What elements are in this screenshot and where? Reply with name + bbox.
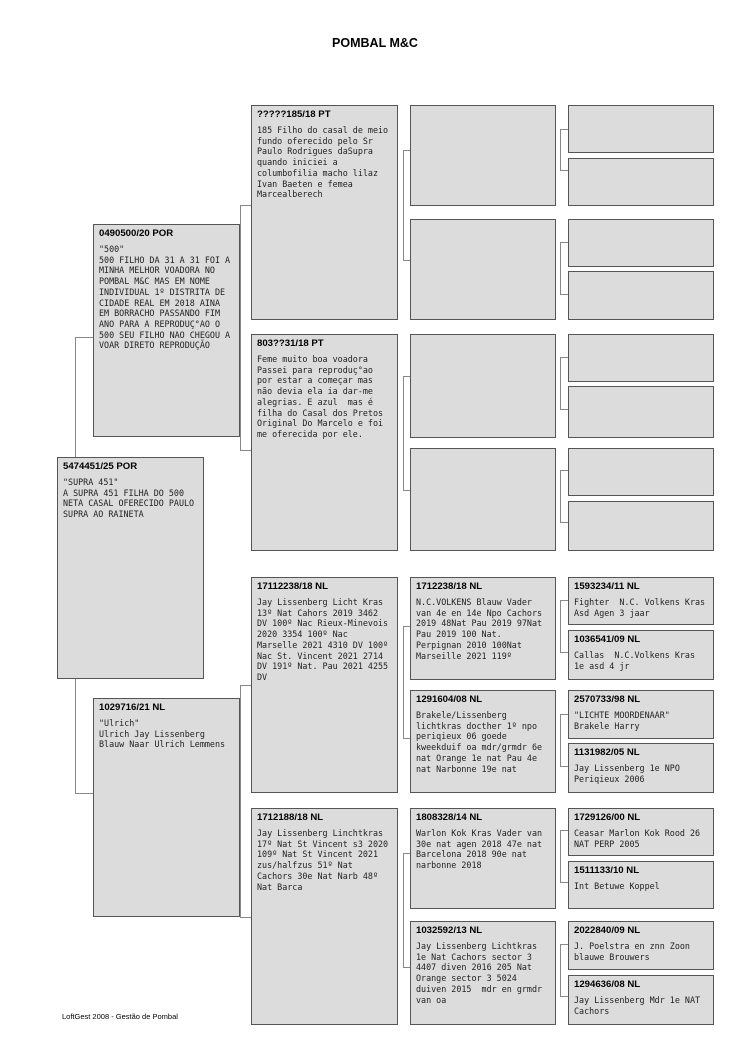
ancestor-card-empty[interactable] xyxy=(568,334,714,382)
ancestor-card-empty[interactable] xyxy=(410,448,556,551)
pigeon-notes: Jay Lissenberg Mdr 1e NAT Cachors xyxy=(574,995,706,1016)
ring-number: 1712238/18 NL xyxy=(416,581,483,592)
ring-number: 1029716/21 NL xyxy=(99,702,166,713)
ring-number: 1032592/13 NL xyxy=(416,925,483,936)
connector-line xyxy=(560,409,568,410)
connector-line xyxy=(560,242,568,243)
ring-number: 1511133/10 NL xyxy=(574,865,640,876)
connector-line xyxy=(560,470,568,471)
pigeon-notes: J. Poelstra en znn Zoon blauwe Brouwers xyxy=(574,941,696,962)
ancestor-card[interactable] xyxy=(568,921,714,970)
connector-line xyxy=(75,337,93,338)
ancestor-card-empty[interactable] xyxy=(568,158,714,206)
connector-line xyxy=(560,357,568,358)
pigeon-notes: "500" 500 FILHO DA 31 A 31 FOI A MINHA MELHOR VOADORA NO POMBAL M&C MAS EM NOME INDIVIDUAL 1º DISTRITA DE CIDADE REAL EM 2018 AINA EM BORRACHO PASSANDO FIM ANO PARA A REPRODUÇ°AO O 500 SEU FILHO NAO CHEGOU A VOAR DIRETO REPRODUÇÃO xyxy=(99,244,231,351)
connector-line xyxy=(560,170,568,171)
connector-line xyxy=(560,600,568,601)
connector-line xyxy=(403,150,404,260)
ancestor-card[interactable] xyxy=(410,577,556,680)
connector-line xyxy=(560,129,568,130)
ring-number: 1036541/09 NL xyxy=(574,634,641,645)
ancestor-card-empty[interactable] xyxy=(568,105,714,153)
pigeon-notes: "Ulrich" Ulrich Jay Lissenberg Blauw Naar Ulrich Lemmens xyxy=(99,718,226,750)
ancestor-card[interactable] xyxy=(568,690,714,739)
connector-line xyxy=(560,882,568,883)
pigeon-notes: "SUPRA 451" A SUPRA 451 FILHA DO 500 NETA CASAL OFERECIDO PAULO SUPRA AO RAINETA xyxy=(63,477,195,520)
dam-sire-card[interactable] xyxy=(251,577,398,793)
ancestor-card-empty[interactable] xyxy=(410,219,556,320)
ring-number: 1808328/14 NL xyxy=(416,812,483,823)
connector-line xyxy=(560,652,568,653)
ring-number: 1593234/11 NL xyxy=(574,581,640,592)
ancestor-card[interactable] xyxy=(410,921,556,1025)
pigeon-notes: Ceasar Marlon Kok Rood 26 NAT PERP 2005 xyxy=(574,828,706,849)
connector-line xyxy=(240,205,251,206)
connector-line xyxy=(560,830,561,882)
ring-number: 1291604/08 NL xyxy=(416,694,483,705)
footer-credit: LoftGest 2008 - Gestão de Pombal xyxy=(62,1012,178,1021)
ring-number: 1131982/05 NL xyxy=(574,747,640,758)
sire-sire-card[interactable] xyxy=(251,105,398,320)
connector-line xyxy=(560,294,568,295)
ancestor-card-empty[interactable] xyxy=(568,219,714,267)
ring-number: 2022840/09 NL xyxy=(574,925,641,936)
connector-line xyxy=(240,917,251,918)
connector-line xyxy=(560,129,561,170)
connector-line xyxy=(403,853,404,967)
connector-line xyxy=(403,626,404,738)
subject-pigeon-card[interactable] xyxy=(57,457,204,679)
page-title: POMBAL M&C xyxy=(332,36,418,50)
connector-line xyxy=(240,685,251,686)
connector-line xyxy=(560,766,568,767)
ancestor-card-empty[interactable] xyxy=(568,501,714,551)
connector-line xyxy=(560,996,568,997)
pigeon-notes: Brakele/Lissenberg lichtkras docther 1º npo periqieux 06 goede kweekduif oa mdr/grmdr 6e nat Orange 1e nat Pau 4e nat Narbonne 19e nat xyxy=(416,710,548,774)
ancestor-card-empty[interactable] xyxy=(410,105,556,206)
ancestor-card[interactable] xyxy=(568,975,714,1025)
ancestor-card[interactable] xyxy=(410,808,556,909)
connector-line xyxy=(403,150,410,151)
connector-line xyxy=(560,830,568,831)
ring-number: 1294636/08 NL xyxy=(574,979,641,990)
connector-line xyxy=(240,685,241,917)
connector-line xyxy=(403,376,410,377)
ring-number: 803??31/18 PT xyxy=(257,338,324,349)
connector-line xyxy=(560,242,561,294)
ring-number: 1712188/18 NL xyxy=(257,812,324,823)
ring-number: 1729126/00 NL xyxy=(574,812,641,823)
ancestor-card[interactable] xyxy=(568,577,714,625)
connector-line xyxy=(75,793,93,794)
connector-line xyxy=(403,260,410,261)
ancestor-card[interactable] xyxy=(568,808,714,856)
ancestor-card[interactable] xyxy=(568,630,714,680)
connector-line xyxy=(560,522,568,523)
connector-line xyxy=(403,626,410,627)
connector-line xyxy=(560,944,568,945)
pigeon-notes: Jay Lissenberg Lichtkras 1e Nat Cachors sector 3 4407 diven 2016 205 Nat Orange sector 3 5024 duiven 2015 mdr en grmdr van oa xyxy=(416,941,548,1005)
pigeon-notes: Feme muito boa voadora Passei para reproduç°ao por estar a começar mas não devia ela ia dar-me alegrias. E azul mas é filha do Casal dos Pretos Original Do Marcelo e foi me oferecida por ele. xyxy=(257,354,389,439)
ring-number: 2570733/98 NL xyxy=(574,694,641,705)
connector-line xyxy=(403,490,410,491)
connector-line xyxy=(240,205,241,450)
pigeon-notes: Callas N.C.Volkens Kras 1e asd 4 jr xyxy=(574,650,701,671)
connector-line xyxy=(403,853,410,854)
pigeon-notes: Fighter N.C. Volkens Kras Asd Agen 3 jaar xyxy=(574,597,711,618)
connector-line xyxy=(560,357,561,409)
ring-number: 17112238/18 NL xyxy=(257,581,328,592)
ancestor-card-empty[interactable] xyxy=(568,386,714,438)
pigeon-notes: Jay Lissenberg 1e NPO Periqieux 2006 xyxy=(574,763,685,784)
pigeon-notes: Jay Lissenberg Licht Kras 13º Nat Cahors 2019 3462 DV 100º Nac Rieux-Minevois 2020 3354 100º Nac Marselle 2021 4310 DV 100º Nac St. Vincent 2021 2714 DV 191º Nat. Pau 2021 4255 DV xyxy=(257,597,394,682)
ancestor-card-empty[interactable] xyxy=(410,334,556,438)
ancestor-card[interactable] xyxy=(568,861,714,909)
pigeon-notes: "LICHTE MOORDENAAR" Brakele Harry xyxy=(574,710,670,731)
connector-line xyxy=(560,714,561,766)
pigeon-notes: Warlon Kok Kras Vader van 30e nat agen 2018 47e nat Barcelona 2018 90e nat narbonne 2018 xyxy=(416,828,548,871)
sire-card[interactable] xyxy=(93,224,240,437)
connector-line xyxy=(403,738,410,739)
connector-line xyxy=(403,967,410,968)
connector-line xyxy=(560,944,561,996)
connector-line xyxy=(240,450,251,451)
ancestor-card-empty[interactable] xyxy=(568,448,714,496)
pigeon-notes: Int Betuwe Koppel xyxy=(574,881,660,891)
connector-line xyxy=(560,600,561,652)
pigeon-notes: N.C.VOLKENS Blauw Vader van 4e en 14e Npo Cachors 2019 48Nat Pau 2019 97Nat Pau 2019 100 Nat. Perpignan 2010 100Nat Marseille 2021 119º xyxy=(416,597,548,661)
ancestor-card-empty[interactable] xyxy=(568,271,714,320)
pigeon-notes: Jay Lissenberg Linchtkras 17º Nat St Vincent s3 2020 109º Nat St Vincent 2021 zus/halfzus 51º Nat Cachors 30e Nat Narb 48º Nat Barca xyxy=(257,828,394,892)
ring-number: 5474451/25 POR xyxy=(63,461,138,472)
ring-number: 0490500/20 POR xyxy=(99,228,174,239)
connector-line xyxy=(560,714,568,715)
sire-dam-card[interactable] xyxy=(251,334,398,551)
ring-number: ?????185/18 PT xyxy=(257,109,331,120)
dam-dam-card[interactable] xyxy=(251,808,398,1025)
connector-line xyxy=(403,376,404,490)
ancestor-card[interactable] xyxy=(568,743,714,793)
pigeon-notes: 185 Filho do casal de meio fundo oferecido pelo Sr Paulo Rodrigues daSupra quando iniciei a columbofilia macho lilaz Ivan Baeten e femea Marcealberech xyxy=(257,125,394,200)
connector-line xyxy=(560,470,561,522)
dam-card[interactable] xyxy=(93,698,240,917)
ancestor-card[interactable] xyxy=(410,690,556,793)
